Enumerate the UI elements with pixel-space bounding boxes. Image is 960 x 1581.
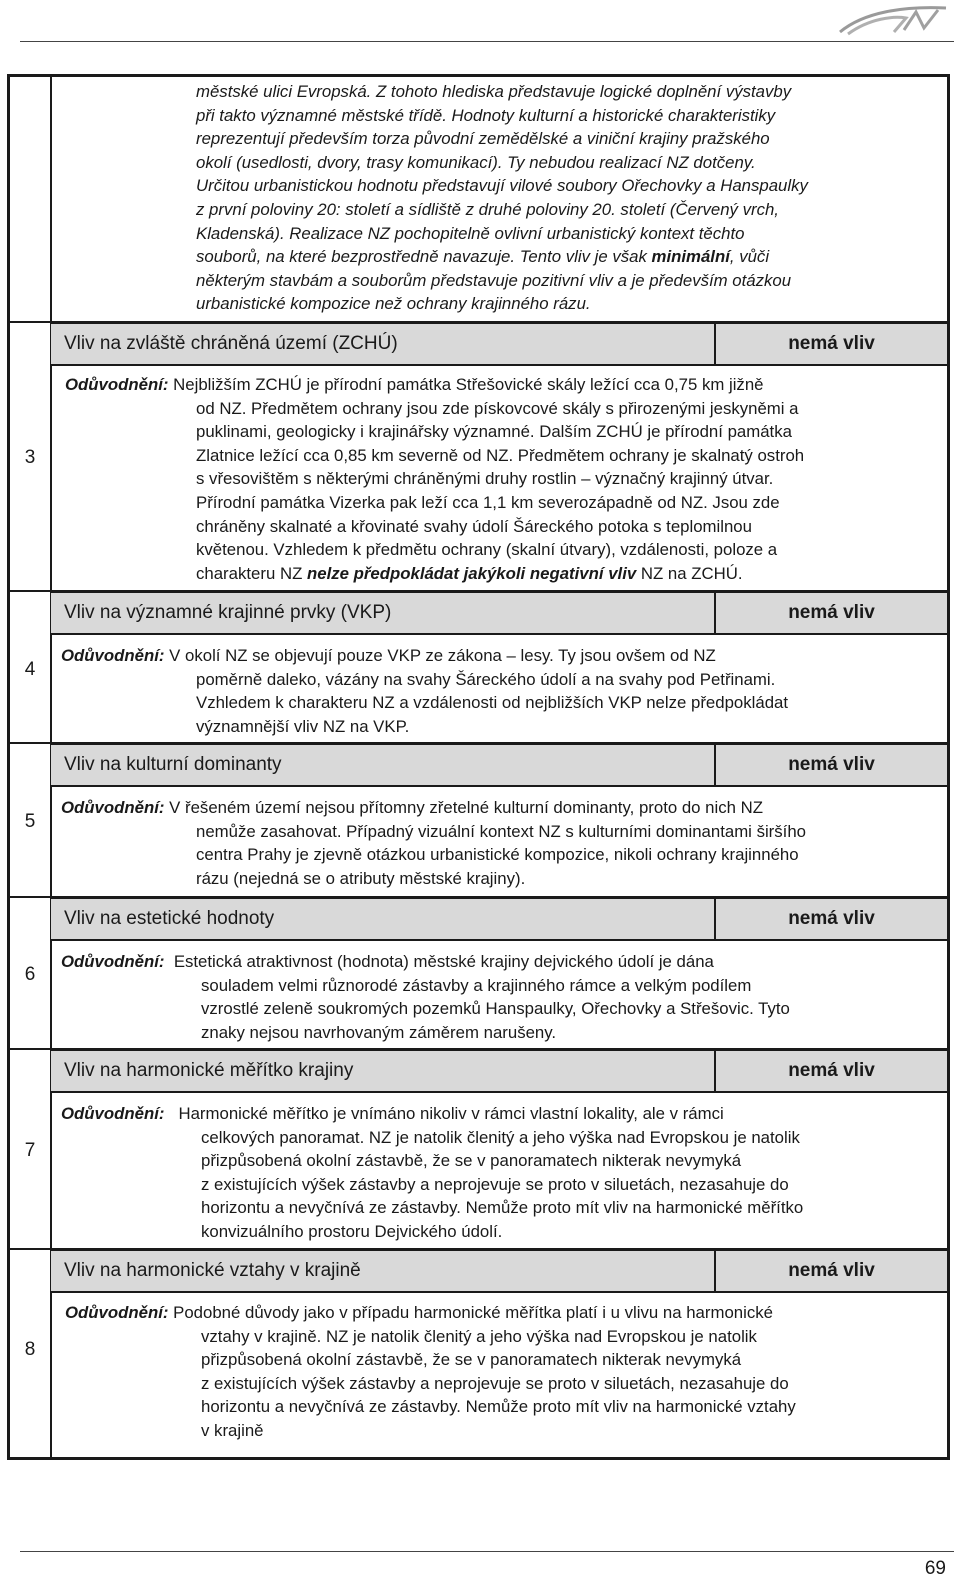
intro-line: některým stavbám a souborům představuje pozitivní vliv a je především otázkou xyxy=(196,270,792,290)
intro-line: souborů, na které bezprostředně navazuje. Tento vliv je však minimální, vůči xyxy=(196,247,770,267)
criterion-header-row-6 xyxy=(51,897,947,941)
justification-label: Odůvodnění: xyxy=(61,952,165,971)
justification-label: Odůvodnění: xyxy=(61,646,165,665)
criterion-value: nemá vliv xyxy=(714,745,947,785)
page-number: 69 xyxy=(924,1558,946,1579)
justification-row-3: Odůvodnění: Nejbližším ZCHÚ je přírodní památka Střešovické skály ležící cca 0,75 km jižně od NZ. Předmětem ochrany jsou zde pískovcové skály s přirozenými jeskyněmi a puklinami, geologicky i krajinářsky významné. Dalším ZCHÚ je přírodní památka Zlatnice ležící cca 0,85 km severně od NZ. Předmětem ochrany je skalnatý ostroh s vřesovištěm s některými chráněnými druhy rostlin – význačný krajinný útvar. Přírodní památka Vizerka pak leží cca 1,1 km severozápadně od NZ. Jsou zde chráněny skalnaté a křovinaté svahy údolí Šáreckého potoka s teplomilnou květenou. Vzhledem k předmětu ochrany (skalní útvary), vzdálenosti, poloze a charakteru NZ nelze předpokládat jakýkoli negativní vliv NZ na ZCHÚ. xyxy=(65,375,805,583)
conclusion-emphasis: nelze předpokládat jakýkoli negativní vliv xyxy=(306,563,637,583)
row-number: 3 xyxy=(24,447,36,468)
footer-rule xyxy=(20,1551,954,1552)
criterion-header-row-7 xyxy=(51,1049,947,1093)
intro-line: Určitou urbanistickou hodnotu představují vilové soubory Ořechovky a Hanspaulky xyxy=(196,176,808,196)
row-number: 8 xyxy=(24,1339,36,1360)
justification-label: Odůvodnění: xyxy=(61,798,165,817)
criterion-label: Vliv na estetické hodnoty xyxy=(64,908,275,929)
intro-line: okolí (usedlosti, dvory, trasy komunikací). Ty nebudou realizací NZ dotčeny. xyxy=(196,152,756,172)
criterion-header-row-8 xyxy=(51,1249,947,1293)
assessment-table xyxy=(7,74,950,1460)
row-number: 7 xyxy=(24,1140,36,1161)
intro-line: městské ulici Evropská. Z tohoto hlediska představuje logické doplnění výstavby xyxy=(196,82,792,101)
intro-line: reprezentují především torza původní zemědělské a viniční krajiny pražského xyxy=(196,129,770,149)
justification-row-7: Odůvodnění: Harmonické měřítko je vnímáno nikoliv v rámci vlastní lokality, ale v rámci celkových panoramat. NZ je natolik členitý a jeho výška nad Evropskou je natolik přizpůsobená okolní zástavbě, že se v panoramatech nikterak nevymyká z existujících výšek zástavby a neprojevuje se proto v siluetách, nezasahuje do horizontu a nevyčnívá ze zástavby. Nemůže proto mít vliv na harmonické měřítko konvizuálního prostoru Dejvického údolí. xyxy=(61,1104,804,1241)
justification-label: Odůvodnění: xyxy=(65,375,169,394)
intro-line: urbanistické kompozice než ochrany krajinného rázu. xyxy=(196,294,591,314)
intro-paragraph xyxy=(196,80,808,316)
criterion-value: nemá vliv xyxy=(714,1251,947,1291)
row-number: 5 xyxy=(24,811,36,832)
intro-line: z první poloviny 20: století a sídliště z druhé poloviny 20. století (Červený vrch, xyxy=(196,199,779,219)
criterion-value: nemá vliv xyxy=(714,1051,947,1091)
company-logo xyxy=(834,2,954,38)
justification-row-4: Odůvodnění: V okolí NZ se objevují pouze VKP ze zákona – lesy. Ty jsou ovšem od NZ poměrně daleko, vázány na svahy Šáreckého údolí a na svahy pod Petřinami. Vzhledem k charakteru NZ a vzdálenosti od nejbližších VKP nelze předpokládat významnější vliv NZ na VKP. xyxy=(61,646,789,736)
criterion-header-row-3 xyxy=(51,322,947,366)
row-number: 4 xyxy=(24,659,36,680)
criterion-header-row-5 xyxy=(51,743,947,787)
criterion-header-row-4 xyxy=(51,591,947,635)
intro-line: Kladenská). Realizace NZ pochopitelně ovlivní urbanistický kontext těchto xyxy=(196,223,745,243)
criterion-label: Vliv na kulturní dominanty xyxy=(64,754,282,775)
justification-row-6: Odůvodnění: Estetická atraktivnost (hodnota) městské krajiny dejvického údolí je dána souladem velmi různorodé zástavby a krajinného rámce a velkým podílem vzrostlé zeleně soukromých pozemků Hanspaulky, Ořechovky a Střešovic. Tyto znaky nejsou navrhovaným záměrem narušeny. xyxy=(61,952,790,1042)
criterion-label: Vliv na zvláště chráněná území (ZCHÚ) xyxy=(64,333,398,354)
justification-row-5: Odůvodnění: V řešeném území nejsou přítomny zřetelné kulturní dominanty, proto do nich NZ nemůže zasahovat. Případný vizuální kontext NZ s kulturními dominantami širšího centra Prahy je zjevně otázkou urbanistické kompozice, nikoli ochrany krajinného rázu (nejedná se o atributy městské krajiny). xyxy=(61,798,806,888)
criterion-label: Vliv na harmonické vztahy v krajině xyxy=(64,1260,361,1281)
criterion-value: nemá vliv xyxy=(714,593,947,633)
criterion-label: Vliv na významné krajinné prvky (VKP) xyxy=(64,602,392,623)
justification-label: Odůvodnění: xyxy=(65,1303,169,1322)
intro-emphasis: minimální xyxy=(651,247,730,267)
justification-row-8: Odůvodnění: Podobné důvody jako v případu harmonické měřítka platí i u vlivu na harmonické vztahy v krajině. NZ je natolik členitý a jeho výška nad Evropskou je natolik přizpůsobená okolní zástavbě, že se v panoramatech nikterak nevymyká z existujících výšek zástavby a neprojevuje se proto v siluetách, nezasahuje do horizontu a nevyčnívá ze zástavby. Nemůže proto mít vliv na harmonické vztahy v krajině xyxy=(65,1303,796,1440)
row-number: 6 xyxy=(24,964,36,985)
header-rule xyxy=(20,41,954,42)
criterion-label: Vliv na harmonické měřítko krajiny xyxy=(64,1060,354,1081)
justification-label: Odůvodnění: xyxy=(61,1104,165,1123)
criterion-value: nemá vliv xyxy=(714,324,947,364)
intro-line: při takto významné městské třídě. Hodnoty kulturní a historické charakteristiky xyxy=(196,105,776,125)
criterion-value: nemá vliv xyxy=(714,899,947,939)
